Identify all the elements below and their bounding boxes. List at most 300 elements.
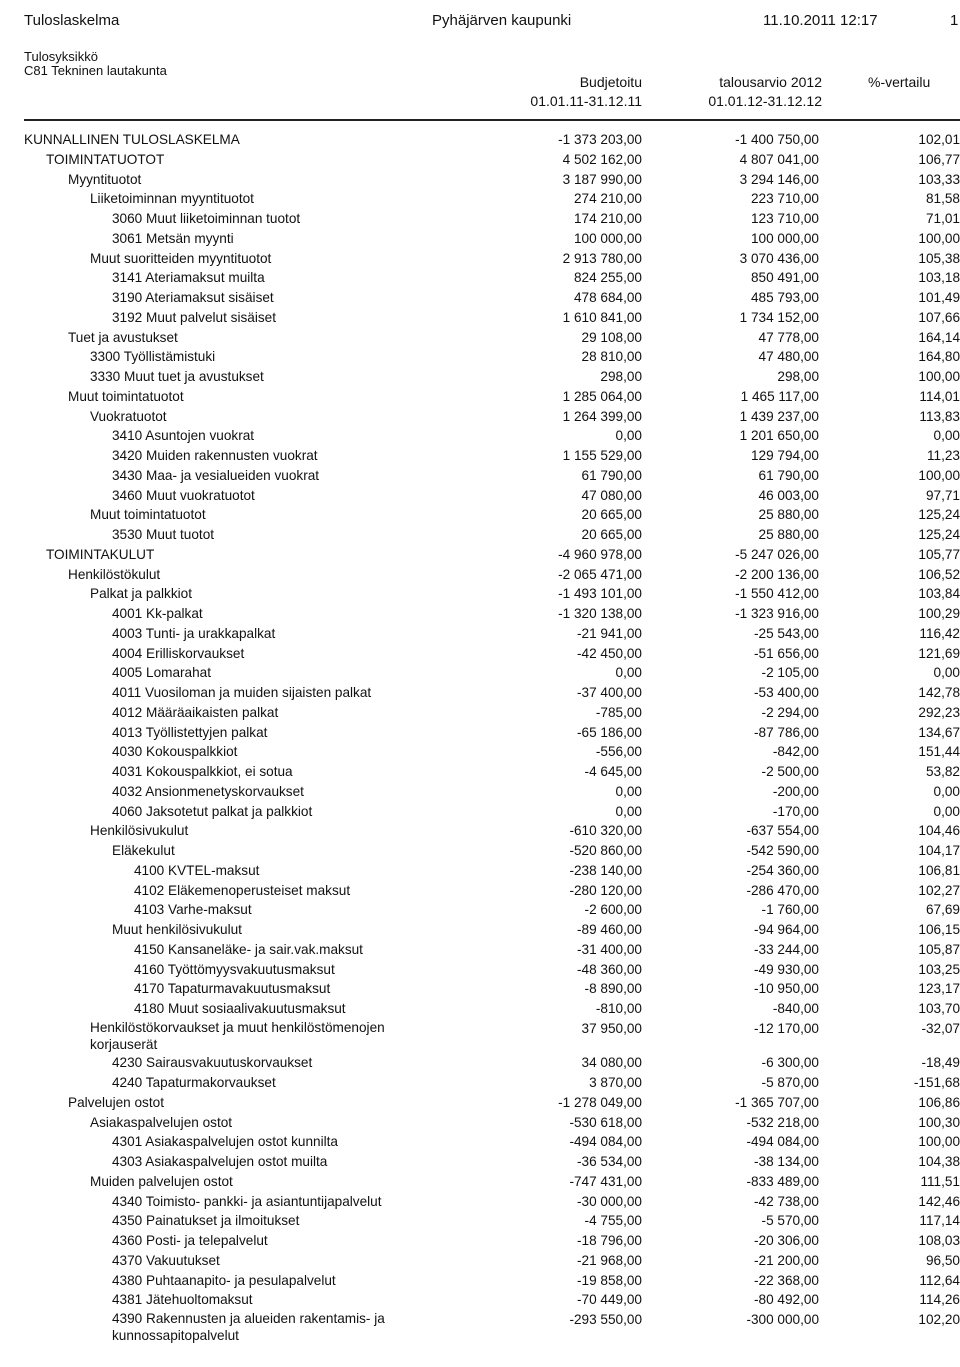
table-row <box>0 861 960 881</box>
row-label: 3530 Muut tuotot <box>112 527 215 542</box>
percent-value: 116,42 <box>919 625 960 641</box>
row-label: 4100 KVTEL-maksut <box>134 862 260 878</box>
percent-value: 117,14 <box>919 1213 960 1229</box>
row-label: 3061 Metsän myynti <box>112 230 234 246</box>
budget-value: -18 796,00 <box>576 1233 642 1249</box>
row-label: 4004 Erilliskorvaukset <box>112 645 245 661</box>
table-row <box>0 347 960 367</box>
budget-value: -30 000,00 <box>576 1193 642 1209</box>
percent-value: 100,00 <box>918 1134 960 1150</box>
budget-value: 34 080,00 <box>581 1055 642 1071</box>
budget-value: 478 684,00 <box>573 290 642 305</box>
table-row <box>0 960 960 980</box>
percent-value: 125,24 <box>918 527 960 542</box>
budget-value: 174 210,00 <box>573 211 642 226</box>
plan-value: -1 365 707,00 <box>735 1094 819 1110</box>
table-row <box>0 742 960 762</box>
percent-value: 96,50 <box>925 1252 960 1268</box>
plan-value: 1 465 117,00 <box>740 388 819 404</box>
plan-value: 1 201 650,00 <box>739 428 819 444</box>
budget-value: -1 493 101,00 <box>558 586 642 602</box>
budget-value: -2 600,00 <box>584 902 642 918</box>
report-title: Tuloslaskelma <box>24 12 120 29</box>
plan-value: -21 200,00 <box>753 1252 819 1268</box>
plan-value: -5 570,00 <box>761 1213 819 1229</box>
budget-value: -293 550,00 <box>569 1312 642 1328</box>
row-label: Palvelujen ostot <box>68 1094 164 1110</box>
budget-value: 0,00 <box>615 428 642 444</box>
percent-value: 103,25 <box>918 961 960 977</box>
budget-value: -1 278 049,00 <box>558 1094 642 1110</box>
row-label: 4160 Työttömyysvakuutusmaksut <box>134 961 335 977</box>
plan-value: -2 294,00 <box>761 704 819 720</box>
percent-value: 0,00 <box>933 428 960 444</box>
percent-value: 0,00 <box>933 803 960 819</box>
table-row <box>0 604 960 624</box>
table-row <box>0 1211 960 1231</box>
budget-value: -89 460,00 <box>576 922 642 937</box>
budget-value: 29 108,00 <box>581 329 642 345</box>
percent-value: 164,14 <box>918 329 960 345</box>
table-row <box>0 1172 960 1192</box>
plan-value: -300 000,00 <box>746 1312 819 1328</box>
percent-value: 114,26 <box>919 1292 960 1308</box>
table-row <box>0 821 960 841</box>
percent-value: 113,83 <box>919 408 960 424</box>
plan-value: 47 778,00 <box>758 329 819 345</box>
budget-value: -4 755,00 <box>584 1213 642 1229</box>
row-label: 4011 Vuosiloman ja muiden sijaisten palkat <box>112 685 372 700</box>
row-label: Muut toimintatuotot <box>90 507 206 523</box>
plan-value: 850 491,00 <box>750 270 819 286</box>
plan-value: -170,00 <box>772 803 819 819</box>
table-row <box>0 466 960 486</box>
percent-value: 108,03 <box>918 1233 960 1249</box>
percent-value: 71,01 <box>925 211 960 226</box>
budget-value: -1 320 138,00 <box>558 606 642 621</box>
budget-value: -21 941,00 <box>576 625 642 641</box>
percent-value: 125,24 <box>918 507 960 523</box>
row-label: 3430 Maa- ja vesialueiden vuokrat <box>112 467 320 483</box>
plan-value: -51 656,00 <box>753 645 819 661</box>
percent-value: 106,15 <box>918 922 960 937</box>
plan-value: -6 300,00 <box>761 1055 819 1071</box>
plan-value: -25 543,00 <box>753 625 819 641</box>
budget-value: -520 860,00 <box>569 843 642 858</box>
plan-value: 100 000,00 <box>750 230 819 246</box>
row-label: 4030 Kokouspalkkiot <box>112 744 238 760</box>
table-row <box>0 1132 960 1152</box>
budget-value: 1 610 841,00 <box>562 309 642 325</box>
budget-value: -37 400,00 <box>576 685 642 700</box>
budget-value: -4 960 978,00 <box>558 546 642 562</box>
plan-value: -87 786,00 <box>753 724 819 740</box>
col-header-budget: Budjetoitu <box>579 74 642 90</box>
row-label: TOIMINTATUOTOT <box>46 151 165 167</box>
percent-value: 106,86 <box>918 1094 960 1110</box>
budget-value: 2 913 780,00 <box>562 250 642 266</box>
percent-value: 107,66 <box>918 309 960 325</box>
row-label: 4032 Ansionmenetyskorvaukset <box>112 783 304 799</box>
percent-value: 112,64 <box>919 1272 960 1288</box>
row-label: 4390 Rakennusten ja alueiden rakentamis- ja kunnossapitopalvelut <box>112 1311 385 1344</box>
row-label: Muiden palvelujen ostot <box>90 1173 233 1189</box>
table-row <box>0 762 960 782</box>
percent-value: 121,69 <box>918 645 960 661</box>
budget-value: -785,00 <box>595 704 642 720</box>
plan-value: 46 003,00 <box>758 487 819 503</box>
percent-value: 106,77 <box>918 151 960 167</box>
row-label: 4102 Eläkemenoperusteiset maksut <box>134 882 351 898</box>
row-label: 4001 Kk-palkat <box>112 606 203 621</box>
plan-value: 223 710,00 <box>750 191 819 207</box>
budget-value: 28 810,00 <box>581 349 642 365</box>
plan-value: -1 400 750,00 <box>735 132 819 147</box>
row-label: Henkilöstökulut <box>68 566 161 582</box>
header-divider <box>24 119 960 121</box>
percent-value: -32,07 <box>921 1020 960 1036</box>
budget-value: 47 080,00 <box>581 487 642 503</box>
budget-value: -70 449,00 <box>576 1292 642 1308</box>
budget-value: -747 431,00 <box>569 1173 642 1189</box>
table-row <box>0 426 960 446</box>
plan-value: -49 930,00 <box>753 961 819 977</box>
plan-value: -1 550 412,00 <box>735 586 819 602</box>
table-row <box>0 683 960 703</box>
plan-value: -637 554,00 <box>746 823 819 839</box>
row-label: 4170 Tapaturmavakuutusmaksut <box>134 981 331 997</box>
percent-value: 67,69 <box>925 902 960 918</box>
budget-value: 37 950,00 <box>581 1020 642 1036</box>
plan-value: -5 247 026,00 <box>735 546 819 562</box>
table-row <box>0 723 960 743</box>
row-label: 4230 Sairausvakuutuskorvaukset <box>112 1055 313 1071</box>
plan-value: 298,00 <box>777 369 819 384</box>
table-row <box>0 1019 960 1052</box>
table-row <box>0 782 960 802</box>
table-row <box>0 565 960 585</box>
row-label: Henkilöstökorvaukset ja muut henkilöstömenojen korjauserät <box>90 1019 385 1052</box>
budget-value: -280 120,00 <box>569 882 642 898</box>
table-row <box>0 920 960 940</box>
table-row <box>0 170 960 190</box>
plan-value: -842,00 <box>772 744 819 760</box>
row-label: 4150 Kansaneläke- ja sair.vak.maksut <box>134 941 363 957</box>
budget-value: 1 264 399,00 <box>562 408 642 424</box>
plan-value: 1 734 152,00 <box>739 309 819 325</box>
plan-value: -200,00 <box>772 783 819 799</box>
percent-value: 105,87 <box>918 941 960 957</box>
row-label: Henkilösivukulut <box>90 823 189 839</box>
budget-value: 824 255,00 <box>573 270 642 286</box>
row-label: Palkat ja palkkiot <box>90 586 193 602</box>
plan-value: -833 489,00 <box>746 1173 819 1189</box>
plan-value: -38 134,00 <box>753 1154 819 1170</box>
table-row <box>0 328 960 348</box>
unit-name: C81 Tekninen lautakunta <box>24 63 167 78</box>
budget-value: -31 400,00 <box>576 941 642 957</box>
plan-value: -94 964,00 <box>753 922 819 937</box>
row-label: 4370 Vakuutukset <box>112 1252 220 1268</box>
table-row <box>0 1271 960 1291</box>
percent-value: 0,00 <box>933 665 960 681</box>
row-label: Muut toimintatuotot <box>68 388 184 404</box>
percent-value: 11,23 <box>926 448 960 463</box>
plan-value: 1 439 237,00 <box>739 408 819 424</box>
table-row <box>0 624 960 644</box>
row-label: 3420 Muiden rakennusten vuokrat <box>112 448 318 463</box>
percent-value: 97,71 <box>925 487 960 503</box>
row-label: 3060 Muut liiketoiminnan tuotot <box>112 211 301 226</box>
budget-value: 4 502 162,00 <box>562 151 642 167</box>
row-label: 3190 Ateriamaksut sisäiset <box>112 290 274 305</box>
table-row <box>0 1290 960 1310</box>
plan-value: -80 492,00 <box>753 1292 819 1308</box>
table-row <box>0 881 960 901</box>
budget-value: 61 790,00 <box>581 467 642 483</box>
percent-value: 104,17 <box>918 843 960 858</box>
row-label: 4360 Posti- ja telepalvelut <box>112 1233 268 1249</box>
row-label: Eläkekulut <box>112 843 175 858</box>
table-row <box>0 308 960 328</box>
percent-value: 102,27 <box>918 882 960 898</box>
table-row <box>0 1251 960 1271</box>
percent-value: 100,29 <box>918 606 960 621</box>
percent-value: -18,49 <box>921 1055 960 1071</box>
percent-value: 106,52 <box>918 566 960 582</box>
table-row <box>0 367 960 387</box>
percent-value: 101,49 <box>918 290 960 305</box>
plan-value: -254 360,00 <box>746 862 819 878</box>
row-label: Muut suoritteiden myyntituotot <box>90 250 272 266</box>
col-header-plan-period: 01.01.12-31.12.12 <box>708 93 822 109</box>
row-label: 3410 Asuntojen vuokrat <box>112 428 255 444</box>
table-row <box>0 644 960 664</box>
budget-value: 298,00 <box>600 369 642 384</box>
table-row <box>0 446 960 466</box>
table-row <box>0 900 960 920</box>
budget-value: -2 065 471,00 <box>558 566 642 582</box>
table-row <box>0 150 960 170</box>
row-label: 4380 Puhtaanapito- ja pesulapalvelut <box>112 1272 336 1288</box>
percent-value: 114,01 <box>919 388 960 404</box>
table-row <box>0 268 960 288</box>
plan-value: -22 368,00 <box>753 1272 819 1288</box>
row-label: Tuet ja avustukset <box>68 329 178 345</box>
budget-value: -610 320,00 <box>569 823 642 839</box>
plan-value: -42 738,00 <box>753 1193 819 1209</box>
table-row <box>0 940 960 960</box>
percent-value: 142,46 <box>918 1193 960 1209</box>
table-row <box>0 999 960 1019</box>
percent-value: 142,78 <box>918 685 960 700</box>
plan-value: 25 880,00 <box>758 507 819 523</box>
table-row <box>0 1231 960 1251</box>
table-row <box>0 1310 960 1344</box>
percent-value: 111,51 <box>920 1173 960 1189</box>
plan-value: 61 790,00 <box>758 467 819 483</box>
row-label: 4013 Työllistettyjen palkat <box>112 724 268 740</box>
plan-value: -33 244,00 <box>753 941 819 957</box>
percent-value: 151,44 <box>918 744 960 760</box>
report-datetime: 11.10.2011 12:17 <box>763 12 878 29</box>
plan-value: -1 760,00 <box>761 902 819 918</box>
row-label: TOIMINTAKULUT <box>46 546 155 562</box>
table-row <box>0 486 960 506</box>
percent-value: 100,00 <box>918 230 960 246</box>
plan-value: -10 950,00 <box>753 981 819 997</box>
budget-value: -42 450,00 <box>576 645 642 661</box>
row-label: Vuokratuotot <box>90 408 167 424</box>
table-row <box>0 189 960 209</box>
row-label: 4340 Toimisto- pankki- ja asiantuntijapalvelut <box>112 1193 382 1209</box>
row-label: 3330 Muut tuet ja avustukset <box>90 369 264 384</box>
budget-value: -530 618,00 <box>569 1114 642 1130</box>
table-row <box>0 505 960 525</box>
plan-value: -53 400,00 <box>753 685 819 700</box>
row-label: 4350 Painatukset ja ilmoitukset <box>112 1213 300 1229</box>
percent-value: 292,23 <box>918 704 960 720</box>
page-number: 1 <box>950 12 959 29</box>
table-row <box>0 407 960 427</box>
table-row <box>0 1192 960 1212</box>
row-label: 3300 Työllistämistuki <box>90 349 216 365</box>
table-row <box>0 229 960 249</box>
table-row <box>0 1073 960 1093</box>
unit-label: Tulosyksikkö <box>24 49 98 64</box>
row-label: 4381 Jätehuoltomaksut <box>112 1292 253 1308</box>
col-header-plan: talousarvio 2012 <box>719 74 822 90</box>
table-row <box>0 1113 960 1133</box>
table-row <box>0 979 960 999</box>
budget-value: 3 870,00 <box>589 1075 642 1091</box>
table-row <box>0 249 960 269</box>
row-label: 4240 Tapaturmakorvaukset <box>112 1075 276 1091</box>
plan-value: 485 793,00 <box>750 290 819 305</box>
table-row <box>0 584 960 604</box>
budget-value: 0,00 <box>615 803 642 819</box>
row-label: 4180 Muut sosiaalivakuutusmaksut <box>134 1001 346 1016</box>
percent-value: 134,67 <box>918 724 960 740</box>
percent-value: 103,33 <box>918 171 960 187</box>
percent-value: 102,20 <box>918 1312 960 1328</box>
budget-value: -810,00 <box>595 1001 642 1016</box>
percent-value: 100,30 <box>918 1114 960 1130</box>
table-row <box>0 841 960 861</box>
budget-value: -8 890,00 <box>584 981 642 997</box>
percent-value: 123,17 <box>918 981 960 997</box>
percent-value: 105,38 <box>918 250 960 266</box>
col-header-percent: %-vertailu <box>868 74 931 90</box>
budget-value: -19 858,00 <box>576 1272 642 1288</box>
table-row <box>0 209 960 229</box>
budget-value: 1 285 064,00 <box>562 388 642 404</box>
table-row <box>0 288 960 308</box>
budget-value: 274 210,00 <box>573 191 642 207</box>
budget-value: -1 373 203,00 <box>558 132 642 147</box>
plan-value: 25 880,00 <box>758 527 819 542</box>
row-label: Asiakaspalvelujen ostot <box>90 1114 233 1130</box>
budget-value: 0,00 <box>615 665 642 681</box>
organization-name: Pyhäjärven kaupunki <box>432 12 572 29</box>
plan-value: 3 070 436,00 <box>739 250 819 266</box>
budget-value: 1 155 529,00 <box>562 448 642 463</box>
budget-value: 20 665,00 <box>581 507 642 523</box>
percent-value: 164,80 <box>918 349 960 365</box>
plan-value: -20 306,00 <box>753 1233 819 1249</box>
row-label: 4303 Asiakaspalvelujen ostot muilta <box>112 1154 328 1170</box>
row-label: 4031 Kokouspalkkiot, ei sotua <box>112 764 293 779</box>
plan-value: -494 084,00 <box>746 1134 819 1150</box>
plan-value: 123 710,00 <box>750 211 819 226</box>
plan-value: 129 794,00 <box>750 448 819 463</box>
plan-value: -12 170,00 <box>753 1020 819 1036</box>
row-label: 4301 Asiakaspalvelujen ostot kunnilta <box>112 1134 338 1150</box>
plan-value: 4 807 041,00 <box>739 151 819 167</box>
row-label: 4103 Varhe-maksut <box>134 902 252 918</box>
budget-value: 0,00 <box>615 783 642 799</box>
plan-value: -2 105,00 <box>761 665 819 681</box>
row-label: 3460 Muut vuokratuotot <box>112 487 255 503</box>
row-label: 4012 Määräaikaisten palkat <box>112 704 279 720</box>
percent-value: 100,00 <box>918 467 960 483</box>
percent-value: -151,68 <box>913 1075 960 1091</box>
row-label: 4060 Jaksotetut palkat ja palkkiot <box>112 803 313 819</box>
table-row <box>0 663 960 683</box>
budget-value: -21 968,00 <box>576 1252 642 1268</box>
row-label: Muut henkilösivukulut <box>112 922 242 937</box>
plan-value: -542 590,00 <box>746 843 819 858</box>
budget-value: 20 665,00 <box>581 527 642 542</box>
budget-value: 100 000,00 <box>573 230 642 246</box>
plan-value: 3 294 146,00 <box>739 171 819 187</box>
budget-value: -65 186,00 <box>576 724 642 740</box>
plan-value: -840,00 <box>772 1001 819 1016</box>
percent-value: 103,70 <box>918 1001 960 1016</box>
budget-value: 3 187 990,00 <box>562 171 642 187</box>
table-row <box>0 387 960 407</box>
plan-value: -2 500,00 <box>761 764 819 779</box>
percent-value: 103,18 <box>918 270 960 286</box>
row-label: Myyntituotot <box>68 171 142 187</box>
table-row <box>0 703 960 723</box>
row-label: Liiketoiminnan myyntituotot <box>90 191 254 207</box>
budget-value: -4 645,00 <box>584 764 642 779</box>
percent-value: 103,84 <box>918 586 960 602</box>
percent-value: 53,82 <box>925 764 960 779</box>
percent-value: 0,00 <box>933 783 960 799</box>
table-row <box>0 802 960 822</box>
budget-value: -48 360,00 <box>576 961 642 977</box>
plan-value: -286 470,00 <box>746 882 819 898</box>
budget-value: -556,00 <box>595 744 642 760</box>
budget-value: -36 534,00 <box>576 1154 642 1170</box>
percent-value: 104,38 <box>918 1154 960 1170</box>
row-label: KUNNALLINEN TULOSLASKELMA <box>24 132 240 147</box>
percent-value: 104,46 <box>918 823 960 839</box>
budget-value: -494 084,00 <box>569 1134 642 1150</box>
percent-value: 81,58 <box>925 191 960 207</box>
plan-value: -1 323 916,00 <box>735 606 819 621</box>
plan-value: -532 218,00 <box>746 1114 819 1130</box>
table-row <box>0 1093 960 1113</box>
percent-value: 106,81 <box>918 862 960 878</box>
row-label: 3192 Muut palvelut sisäiset <box>112 309 276 325</box>
col-header-budget-period: 01.01.11-31.12.11 <box>530 93 642 109</box>
percent-value: 102,01 <box>918 132 960 147</box>
percent-value: 105,77 <box>918 546 960 562</box>
row-label: 3141 Ateriamaksut muilta <box>112 270 265 286</box>
